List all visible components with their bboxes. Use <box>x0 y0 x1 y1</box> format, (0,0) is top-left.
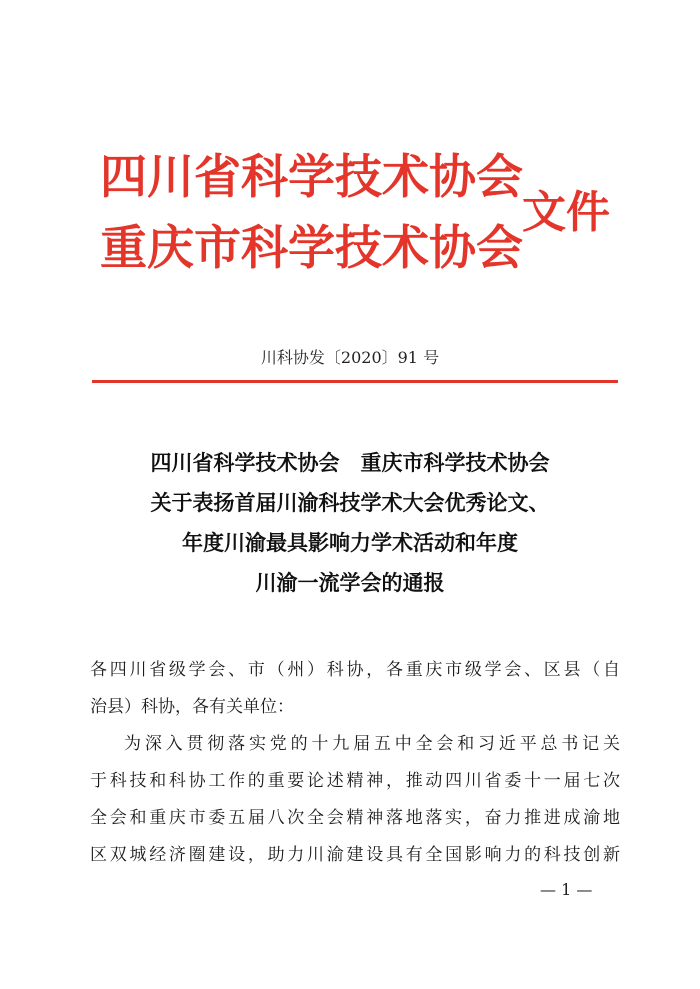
title-line-4: 川渝一流学会的通报 <box>255 571 445 595</box>
page-number: — 1 — <box>540 880 593 899</box>
body-line-4: 区双城经济圈建设，助力川渝建设具有全国影响力的科技创新 <box>90 845 620 865</box>
issuer-chongqing: 重庆市科学技术协会 <box>100 221 523 276</box>
body-line-1: 为深入贯彻落实党的十九届五中全会和习近平总书记关 <box>124 734 620 754</box>
addressee-line-1: 各四川省级学会、市（州）科协，各重庆市级学会、区县（自 <box>90 660 620 680</box>
document-body <box>90 652 620 874</box>
body-line-3: 全会和重庆市委五届八次全会精神落地落实，奋力推进成渝地 <box>90 808 620 828</box>
title-line-1: 四川省科学技术协会 重庆市科学技术协会 <box>150 451 550 475</box>
red-divider <box>92 380 618 383</box>
document-type-label: 文件 <box>522 187 610 238</box>
addressee-line-2: 治县）科协，各有关单位： <box>90 697 294 717</box>
document-title <box>0 443 700 603</box>
document-number: 川科协发〔2020〕91 号 <box>260 348 440 367</box>
issuer-sichuan: 四川省科学技术协会 <box>100 150 523 205</box>
body-line-2: 于科技和科协工作的重要论述精神，推动四川省委十一届七次 <box>90 771 620 791</box>
title-line-2: 关于表扬首届川渝科技学术大会优秀论文、 <box>150 491 550 515</box>
title-line-3: 年度川渝最具影响力学术活动和年度 <box>182 531 518 555</box>
